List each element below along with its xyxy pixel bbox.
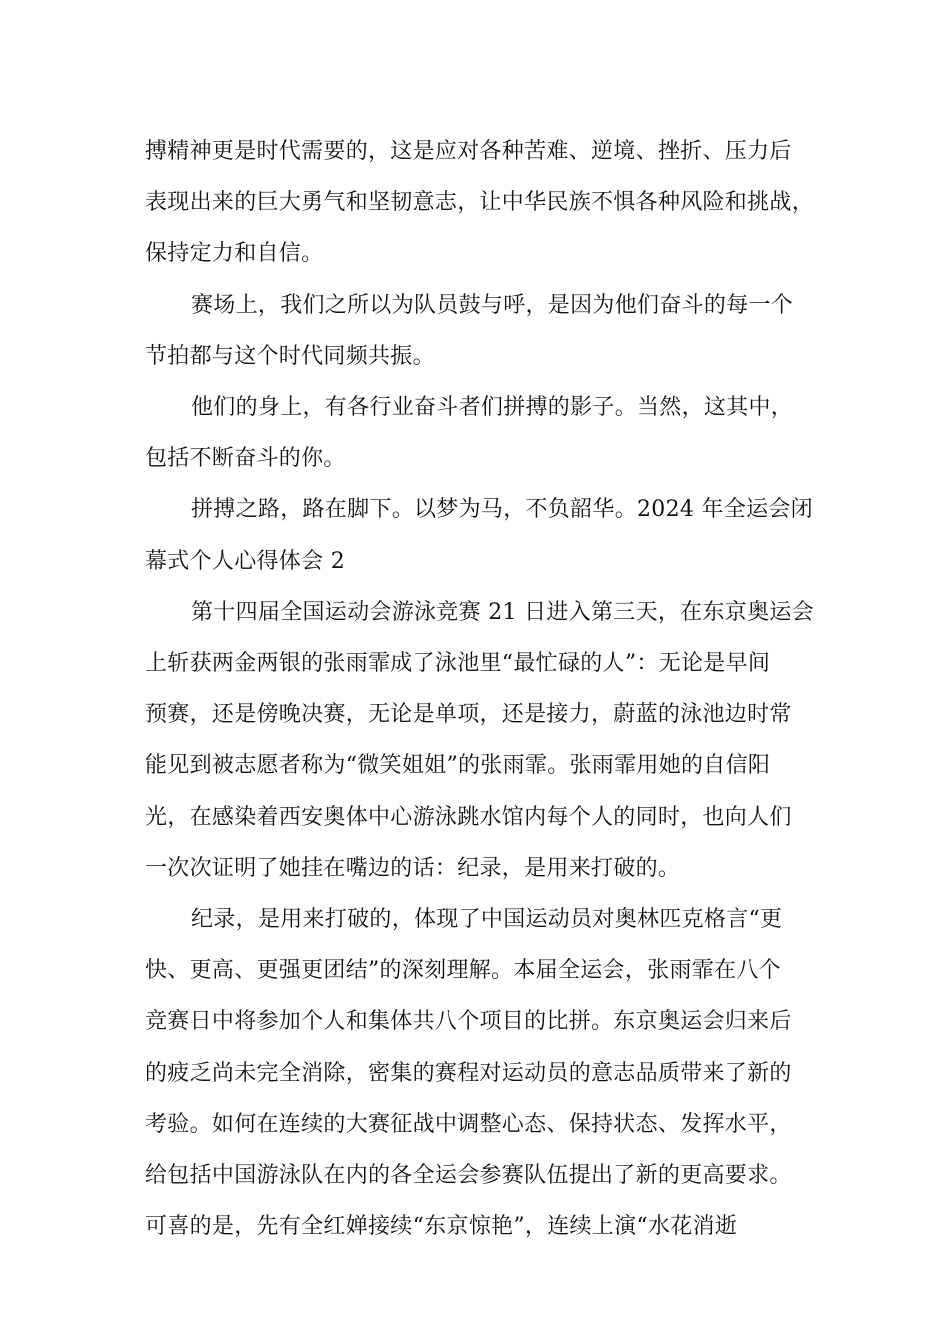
paragraph-1 (145, 126, 815, 280)
paragraph-6 (145, 894, 815, 1252)
text-line: 赛场上，我们之所以为队员鼓与呼，是因为他们奋斗的每一个 (191, 292, 794, 318)
text-line: 搏精神更是时代需要的，这是应对各种苦难、逆境、挫折、压力后 (145, 139, 792, 164)
text-line: 给包括中国游泳队在内的各全运会参赛队伍提出了新的更高要求。 (145, 1163, 792, 1189)
text-line: 上斩获两金两银的张雨霏成了泳池里“最忙碌的人”：无论是早间 (145, 651, 771, 677)
document-body (145, 126, 815, 1252)
paragraph-4 (145, 484, 815, 586)
text-line: 一次次证明了她挂在嘴边的话：纪录，是用来打破的。 (145, 855, 681, 881)
text-line: 的疲乏尚未完全消除，密集的赛程对运动员的意志品质带来了新的 (145, 1060, 792, 1086)
text-line: 第十四届全国运动会游泳竞赛 21 日进入第三天，在东京奥运会 (191, 599, 814, 625)
paragraph-5 (145, 587, 815, 894)
text-line: 考验。如何在连续的大赛征战中调整心态、保持状态、发挥水平， (145, 1111, 792, 1137)
text-line: 可喜的是，先有全红婵接续“东京惊艳”，连续上演“水花消逝 (145, 1214, 738, 1240)
text-line: 纪录，是用来打破的，体现了中国运动员对奥林匹克格言“更 (191, 907, 783, 933)
text-line: 节拍都与这个时代同频共振。 (145, 343, 435, 369)
text-line: 竞赛日中将参加个人和集体共八个项目的比拼。东京奥运会归来后 (145, 1009, 792, 1035)
text-line: 能见到被志愿者称为“微笑姐姐”的张雨霏。张雨霏用她的自信阳 (145, 753, 771, 779)
text-line: 快、更高、更强更团结”的深刻理解。本届全运会，张雨霏在八个 (145, 958, 781, 984)
text-line: 表现出来的巨大勇气和坚韧意志，让中华民族不惧各种风险和挑战， (145, 190, 815, 216)
paragraph-3 (145, 382, 815, 484)
paragraph-2 (145, 280, 815, 382)
text-line: 光，在感染着西安奥体中心游泳跳水馆内每个人的同时，也向人们 (145, 804, 792, 830)
text-line: 预赛，还是傍晚决赛，无论是单项，还是接力，蔚蓝的泳池边时常 (145, 702, 792, 728)
text-line: 拼搏之路，路在脚下。以梦为马，不负韶华。2024 年全运会闭 (191, 497, 813, 523)
text-line: 他们的身上，有各行业奋斗者们拼搏的影子。当然，这其中， (191, 395, 794, 421)
text-line: 幕式个人心得体会 2 (145, 548, 345, 574)
text-line: 保持定力和自信。 (145, 241, 324, 267)
text-line: 包括不断奋斗的你。 (145, 446, 346, 472)
